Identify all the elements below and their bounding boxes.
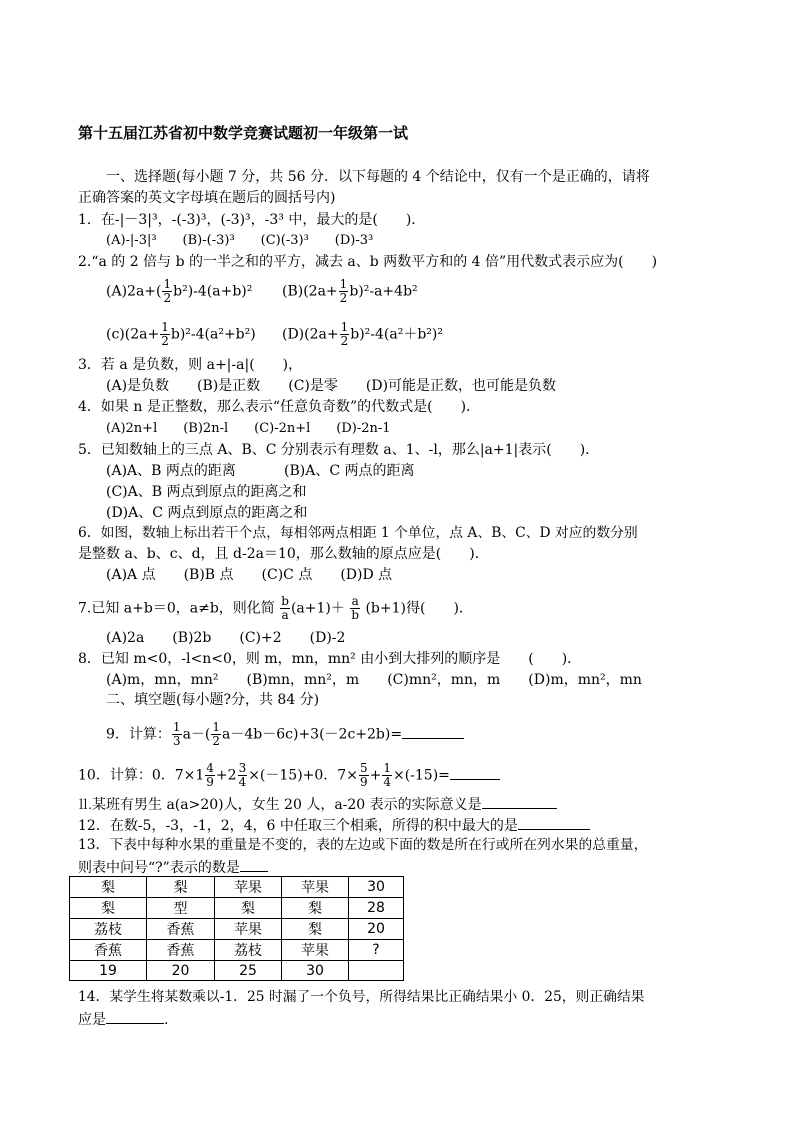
- table-cell: 30: [282, 961, 349, 981]
- q5-option-a: (A)A、B 两点的距离: [106, 463, 236, 479]
- fruit-table: [69, 876, 404, 981]
- q2-option-b: [282, 278, 418, 305]
- table-row: [70, 919, 404, 940]
- table-row: [70, 877, 404, 898]
- q10-pre: 10．计算：0．7×1: [78, 767, 205, 784]
- q9-frac-1: $\frac{1}{3}$: [172, 720, 181, 748]
- q10-frac-3: $\frac{5}{9}$: [359, 761, 368, 789]
- q14-text: 应是: [78, 1012, 106, 1028]
- q11-stem: [78, 794, 557, 814]
- q8-stem: 8．已知 m<0，-l<n<0，则 m，mn，mn² 由小到大排列的顺序是 ( )．: [78, 651, 582, 667]
- q7-stem: [78, 595, 473, 622]
- q10-mid2: ×(－15)+0．7×: [248, 767, 358, 784]
- table-cell: 19: [70, 961, 147, 981]
- q2-a-frac: $\frac{1}{2}$: [163, 277, 172, 305]
- table-cell: 苹果: [282, 877, 349, 898]
- table-cell: 28: [349, 898, 404, 919]
- table-cell: 荔枝: [70, 919, 147, 940]
- q1-stem: 1．在-|－3|³，-(-3)³，(-3)³，-3³ 中，最大的是( )．: [78, 212, 426, 228]
- q13-answer-blank[interactable]: [240, 857, 268, 872]
- q5-option-c: (C)A、B 两点到原点的距离之和: [106, 484, 307, 500]
- table-cell: 苹果: [215, 877, 282, 898]
- q2-stem: 2.“a 的 2 倍与 b 的一半之和的平方，减去 a、b 两数平方和的 4 倍”用代数式表示应为( ): [78, 254, 658, 270]
- table-cell: 25: [215, 961, 282, 981]
- q5-option-b: (B)A、C 两点的距离: [284, 463, 415, 479]
- q2-c-frac: $\frac{1}{2}$: [161, 320, 169, 348]
- q5-stem: 5．已知数轴上的三点 A、B、C 分别表示有理数 a、1、-l，那么|a+1|表示( )．: [78, 442, 600, 458]
- table-row: [70, 898, 404, 919]
- table-row: [70, 940, 404, 961]
- q9-mid: a－(: [182, 726, 211, 743]
- section1-intro-line1: 一、选择题(每小题 7 分，共 56 分．以下每题的 4 个结论中，仅有一个是正确的，请将: [106, 169, 650, 185]
- q2-a-post: b²)-4(a+b)²: [173, 283, 253, 300]
- q10-frac-2: $\frac{3}{4}$: [238, 761, 247, 789]
- table-cell: 型: [147, 898, 215, 919]
- q10-answer-blank[interactable]: [450, 765, 500, 780]
- q7-options: (A)2a (B)2b (C)+2 (D)-2: [106, 630, 346, 646]
- table-cell: 苹果: [215, 919, 282, 940]
- table-cell: 梨: [70, 877, 147, 898]
- q4-options: (A)2n+l (B)2n-l (C)-2n+l (D)-2n-1: [106, 421, 391, 436]
- q1-options: (A)-|-3|³ (B)-(-3)³ (C)(-3)³ (D)-3³: [106, 233, 374, 248]
- q9-answer-blank[interactable]: [402, 724, 464, 739]
- q2-b-post: b)²-a+4b²: [349, 283, 418, 300]
- q11-text: ⒒某班有男生 a(a>20)人，女生 20 人，a-20 表示的实际意义是: [78, 797, 482, 813]
- q7-post: (b+1)得( )．: [365, 600, 473, 617]
- q10-frac-1: $\frac{4}{9}$: [206, 761, 214, 789]
- table-cell: 苹果: [282, 940, 349, 961]
- q2-d-frac: $\frac{1}{2}$: [340, 320, 349, 348]
- table-cell: 梨: [147, 877, 215, 898]
- q10-stem: [78, 762, 500, 789]
- q12-text: 12．在数-5，-3，-1，2，4，6 中任取三个相乘，所得的积中最大的是: [78, 818, 518, 834]
- q2-d-pre: (D)(2a+: [282, 326, 339, 343]
- table-row: [70, 961, 404, 981]
- q14-answer-blank[interactable]: [106, 1009, 164, 1024]
- q4-stem: 4．如果 n 是正整数，那么表示“任意负奇数”的代数式是( )．: [78, 399, 481, 415]
- q10-frac-4: $\frac{1}{4}$: [383, 761, 391, 789]
- q14-line1: 14．某学生将某数乘以-1．25 时漏了一个负号，所得结果比正确结果小 0．25，则正确结果: [78, 989, 645, 1005]
- q2-option-d: [282, 321, 443, 348]
- q14-line2: [78, 1009, 168, 1029]
- q2-b-pre: (B)(2a+: [282, 283, 338, 300]
- q6-line1: 6．如图，数轴上标出若干个点，每相邻两点相距 1 个单位，点 A、B、C、D 对应的数分别: [78, 525, 638, 541]
- q2-option-a: [106, 278, 252, 305]
- table-cell: 梨: [282, 919, 349, 940]
- table-cell: 30: [349, 877, 404, 898]
- table-cell: 梨: [70, 898, 147, 919]
- q14-end-dot: .: [164, 1012, 169, 1028]
- q7-frac-b-over-a: $\frac{b}{a}$: [281, 594, 289, 622]
- q13-text: 则表中问号“?”表示的数是: [78, 860, 240, 876]
- q10-post: ×(-15)=: [392, 767, 450, 784]
- q11-answer-blank[interactable]: [482, 794, 557, 809]
- q10-mid1: +2: [215, 767, 237, 784]
- q13-line2: [78, 857, 268, 877]
- q2-c-pre: (c)(2a+: [106, 326, 160, 343]
- table-cell: 香蕉: [147, 940, 215, 961]
- q3-options: (A)是负数 (B)是正数 (C)是零 (D)可能是正数，也可能是负数: [106, 378, 557, 394]
- q2-c-post: b)²-4(a²+b²): [170, 326, 256, 343]
- q6-line2: 是整数 a、b、c、d，且 d-2a＝10，那么数轴的原点应是( )．: [78, 546, 489, 562]
- q2-b-frac: $\frac{1}{2}$: [339, 277, 348, 305]
- table-cell: 梨: [282, 898, 349, 919]
- q13-line1: 13．下表中每种水果的重量是不变的，表的左边或下面的数是所在行或所在列水果的总重量，: [78, 837, 648, 853]
- table-cell: 20: [147, 961, 215, 981]
- q2-option-c: [106, 321, 256, 348]
- table-cell: [349, 961, 404, 981]
- q9-post: a－4b－6c)+3(－2c+2b)=: [222, 726, 403, 743]
- q8-options: (A)m，mn，mn² (B)mn，mn²，m (C)mn²，mn，m (D)m，mn²，mn: [106, 672, 642, 688]
- section1-intro-line2: 正确答案的英文字母填在题后的圆括号内): [78, 190, 336, 206]
- q9-frac-2: $\frac{1}{2}$: [212, 720, 221, 748]
- q9-pre: 9．计算：: [106, 726, 171, 743]
- q7-mid: (a+1)＋: [290, 600, 345, 617]
- q3-stem: 3．若 a 是负数，则 a+|-a|( )，: [78, 357, 303, 373]
- q10-mid3: +: [369, 767, 382, 784]
- page-title: 第十五届江苏省初中数学竞赛试题初一年级第一试: [78, 124, 409, 142]
- q9-stem: [106, 721, 464, 748]
- table-cell: 荔枝: [215, 940, 282, 961]
- q12-stem: [78, 815, 590, 835]
- q5-option-d: (D)A、C 两点到原点的距离之和: [106, 505, 308, 521]
- table-cell: 20: [349, 919, 404, 940]
- q6-options: (A)A 点 (B)B 点 (C)C 点 (D)D 点: [106, 567, 393, 583]
- q7-pre: 7.已知 a+b＝0，a≠b，则化简: [78, 600, 275, 617]
- section2-heading: 二、填空题(每小题?分，共 84 分): [106, 692, 320, 708]
- table-cell: 香蕉: [147, 919, 215, 940]
- table-cell: 香蕉: [70, 940, 147, 961]
- table-cell: 梨: [215, 898, 282, 919]
- q7-frac-a-over-b: $\frac{a}{b}$: [351, 594, 359, 622]
- table-cell: ?: [349, 940, 404, 961]
- q2-a-pre: (A)2a+(: [106, 283, 162, 300]
- q12-answer-blank[interactable]: [518, 815, 590, 830]
- q2-d-post: b)²-4(a²＋b²)²: [350, 326, 443, 343]
